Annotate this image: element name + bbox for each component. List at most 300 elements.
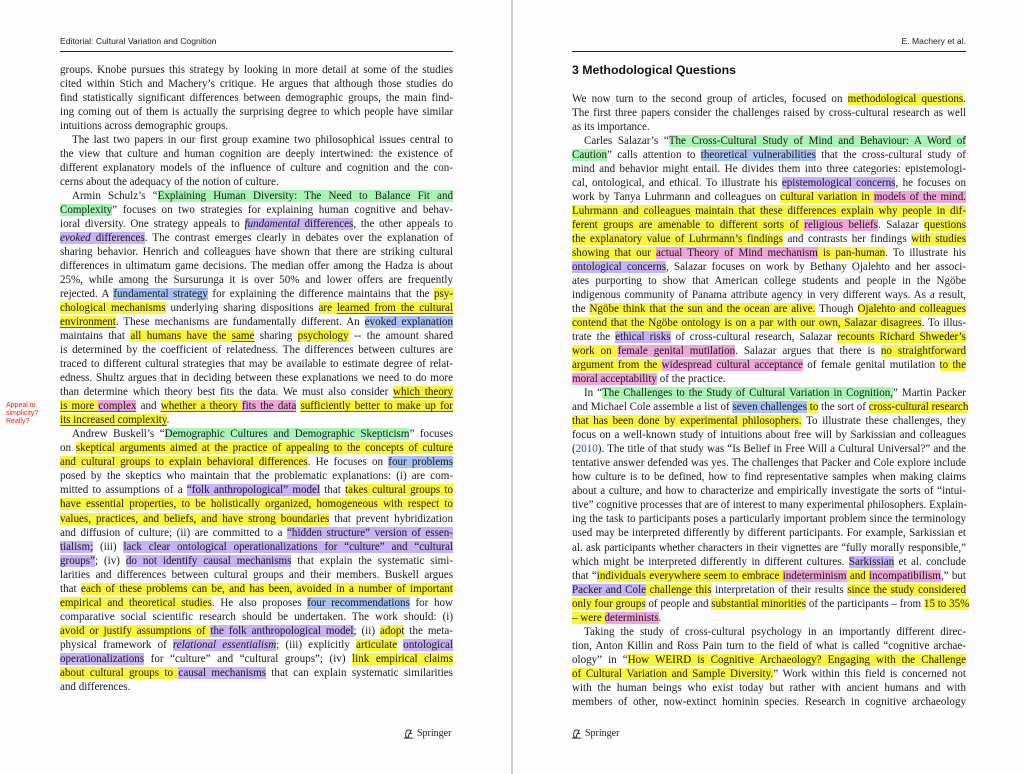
text-line [60,512,453,526]
text-run: focus on a well-known study of intuitions about free will by Sarkissian and colleagues [572,429,966,442]
header-rule-right [572,51,966,52]
text-run: than determine which theory best fits the data. We must also consider [60,386,394,399]
highlight-annotation[interactable]: questions [924,219,966,232]
highlight-annotation[interactable]: ethical risks [615,331,671,344]
highlight-annotation[interactable]: indeterminism [782,569,847,582]
highlight-annotation[interactable]: substantial minorities [711,597,807,610]
text-run: We now turn to the second group of articles, focused on [572,93,848,105]
highlight-annotation[interactable]: widespread cultural acceptance [661,359,803,372]
text-line [572,386,966,400]
text-run: for explaining the difference maintains that the [207,288,434,301]
text-line [60,217,453,231]
text-run: ” Work within this field is concerned not [773,667,966,680]
text-run: rejected. A [60,288,114,301]
highlight-annotation[interactable]: of Cultural Variation and Sample Diversity. [572,667,774,680]
text-run: The last two papers in our first group examine two philosophical issues central to [72,134,453,147]
text-line [572,414,966,428]
text-run: how culture is to be defined, how to find representative samples when making claims [572,471,966,484]
highlight-annotation[interactable]: takes cultural groups to [345,484,454,497]
highlight-annotation[interactable]: “folk anthropological” model [186,484,320,497]
text-run: . Salazar [877,219,925,232]
text-line [572,681,966,695]
highlight-annotation[interactable]: Demographic Cultures and Demographic Skepticism [164,428,410,441]
text-line [572,260,966,274]
text-line [60,91,453,105]
highlight-annotation[interactable]: the explanatory value of Luhrmann’s findings [572,233,783,246]
highlight-annotation[interactable]: Packer and Cole [572,583,647,596]
highlight-annotation[interactable]: contend that the Ngöbe ontology is on a par with our own, Salazar disagrees [572,317,922,330]
highlight-annotation[interactable]: causal mechanisms [178,666,266,679]
text-line [60,147,453,161]
highlight-annotation[interactable]: argument from the [572,359,662,372]
text-run: . The contrast emerges clearly in debates over the explanation of [144,232,453,245]
text-run: traced to different cultural strategies that may be available to estimate degree of relat- [60,358,453,371]
text-run: cal, ontological, and ethical. To illustrate his [572,177,782,190]
text-run: the [572,303,590,316]
highlight-annotation[interactable]: Ngöbe think that the sun and the ocean are alive. [589,303,816,316]
text-run: of cross-cultural research, Salazar [670,331,838,344]
highlight-annotation[interactable]: sufficiently better to make up for [300,400,453,413]
text-run: edness. Shultz argues that in deciding between these explanations we need to do more [60,372,453,385]
text-run: Armin Schulz’s “ [72,190,158,203]
springer-horse-icon [403,728,414,739]
text-run: ” focuses [409,428,454,441]
text-line [60,245,453,259]
text-run: and diffusion of culture; (ii) are committed to a [60,526,288,539]
highlight-annotation[interactable]: female genital mutilation [617,345,736,358]
text-run: In “ [584,387,603,400]
text-line [60,666,453,680]
text-run: . [658,611,662,624]
text-run: ing the task to participants poses a particularly important problem since the terminology [572,513,966,526]
text-line [572,597,970,611]
text-run: about a culture, and how to characterize and empirically investigate the sorts of “intui- [572,485,966,498]
text-line [60,343,453,357]
text-line [572,162,966,176]
text-line [572,569,966,583]
text-run: ” calls attention to [606,149,701,162]
text-run: 25%, while among the Sursurunga it is over 50% and lower offers are frequently [60,274,453,287]
highlight-annotation[interactable]: The Cross-Cultural Study of Mind and Behaviour: A Word of [668,135,966,148]
text-line [572,218,966,232]
text-run: Carles Salazar’s “ [584,135,669,148]
text-line [60,259,453,273]
text-line [60,554,453,568]
highlight-annotation[interactable]: moral acceptability [572,373,657,386]
highlight-annotation[interactable]: relational essentialism [172,638,277,651]
margin-note-line: Appeal to [6,402,36,409]
text-run: differences in ultimatum game decisions. The median offer among the Hadza is about [60,260,453,273]
text-line [60,385,453,399]
highlight-annotation[interactable]: four recommendations [307,596,410,609]
text-line [572,358,966,372]
text-run: different explanatory models of the influence of culture and cognition and the con- [60,162,453,175]
highlight-annotation[interactable]: do not identify causal mechanisms [125,554,292,567]
highlight-annotation[interactable]: Luhrmann and colleagues maintain that these differences explain why people in dif- [572,205,966,218]
text-line [572,625,966,639]
highlight-annotation[interactable]: each of these problems can be, and has been, avoided in a number of important [80,582,453,595]
text-run: ” focuses on two strategies for explaining human cognitive and behav- [112,204,453,217]
highlight-annotation[interactable]: actual Theory of Mind mechanism [656,247,818,260]
text-run: that the cross-cultural study of [815,149,966,162]
highlight-annotation[interactable]: determinists [604,611,659,624]
highlight-annotation[interactable]: are [318,302,337,315]
text-run: sharing [254,330,298,343]
highlight-annotation[interactable]: fits the data [241,400,297,413]
text-line [572,611,966,625]
highlight-annotation[interactable]: its increased complexity [60,414,167,427]
text-line [572,639,966,653]
text-line [572,400,969,414]
text-line [572,653,966,667]
highlight-annotation[interactable]: four problems [388,456,453,469]
text-run: mitted to assumptions of a [60,484,187,497]
highlight-annotation[interactable]: only four groups [572,597,646,610]
text-line [572,106,966,120]
highlight-annotation[interactable]: that has been done by experimental philosophers. [572,415,802,428]
highlight-annotation[interactable]: complex [98,400,137,413]
highlight-annotation[interactable]: psychology [297,330,349,343]
highlight-annotation[interactable]: cross-cultural research [868,401,969,414]
text-line [60,526,453,540]
text-run: . To illustrate his [885,247,966,260]
highlight-annotation[interactable]: ontological [403,638,453,651]
text-line [572,372,966,386]
text-run: . [963,93,966,105]
highlight-annotation[interactable]: fundamental strategy [113,288,208,301]
highlight-annotation[interactable]: Ojalehto and colleagues [857,303,966,316]
text-run: used may be interpreted differently by different participants. For example, Sarkissian et [572,527,966,540]
highlight-annotation[interactable]: adopt [379,624,405,637]
text-run: that prevent hybridization [329,512,453,525]
text-run: ( [572,443,576,456]
text-line [572,92,966,106]
text-line [572,274,966,288]
text-line [572,456,966,470]
text-run: tive” cognitive processes that are of interest to many experimental philosophers. Explain- [572,499,968,512]
text-line [60,455,453,469]
text-run: ; (iii) explicitly [276,638,357,651]
highlight-annotation[interactable]: ferent groups are amenable to different sorts of [572,219,805,232]
text-line [60,427,453,441]
text-run: trate the [572,331,616,344]
highlight-annotation[interactable]: to the [939,359,966,372]
highlight-annotation[interactable]: differences [90,232,145,245]
text-line [60,680,453,694]
text-run: al. ask participants whether characters in their vignettes are “fully morally responsible,” [572,541,966,554]
text-line [572,695,966,709]
text-line [572,484,966,498]
highlight-annotation[interactable]: models of the mind. [873,191,966,204]
text-run: that can explain systematic similarities [266,666,453,679]
text-line [572,204,966,218]
highlight-annotation[interactable]: 15 to 35% [923,597,970,610]
text-run: ; (iv) [94,554,126,567]
text-line [572,526,966,540]
text-run: , Salazar focuses on work by Bethany Ojalehto and her associ- [666,261,966,274]
text-line [572,232,966,246]
highlight-annotation[interactable]: operationalizations [60,652,145,665]
text-run: . To illus- [921,317,967,330]
highlight-annotation[interactable]: environment [60,316,116,329]
highlight-annotation[interactable]: The Challenges to the Study of Cultural Variation in Cognition, [602,387,894,400]
highlight-annotation[interactable]: about cultural groups to [60,666,179,679]
text-run: that “ [572,569,597,582]
highlight-annotation[interactable]: with studies [911,233,966,246]
text-run: that explain the systematic simi- [291,554,454,567]
header-rule-left [60,51,453,52]
text-line [60,203,453,217]
text-run: comparative social scientific research should be undertaken. The work should: (i) [60,610,453,623]
highlight-annotation[interactable]: work on [572,345,618,358]
text-line [572,330,966,344]
text-line [60,119,453,133]
text-run: and differences. [60,680,131,693]
text-run: . Salazar argues that there is [735,345,881,358]
text-run: The first three papers consider the challenges raised by cross-cultural research as well [572,107,966,120]
text-line [60,315,453,329]
springer-logo-text: Springer [585,728,620,739]
text-run: find statistically significant differences between demographic groups, the main find- [60,92,453,105]
text-line [572,316,966,330]
highlight-annotation[interactable]: empirical and theoretical studies [60,596,212,609]
text-run: ; (ii) [353,624,380,637]
text-line [572,442,966,456]
highlight-annotation[interactable]: the folk anthropological model [210,624,354,637]
text-run: . [166,414,170,427]
text-line [60,399,453,413]
text-line [572,512,966,526]
text-line [572,148,966,162]
margin-annotation[interactable] [6,402,54,426]
text-run: and [136,400,161,413]
text-run: maintains that [60,330,131,343]
highlight-annotation[interactable]: recounts Richard Shweder’s [837,331,966,344]
text-line [572,120,966,134]
text-run: ” Martin Packer [893,387,966,400]
text-run: which might be interpreted differently in different cultures. [572,555,849,568]
text-line [60,273,453,287]
highlight-annotation[interactable]: since the study considered [847,583,966,596]
text-line [60,77,453,91]
highlight-annotation[interactable]: ontological concerns [572,261,667,274]
highlight-annotation[interactable]: “hidden structure” version of essen- [287,526,453,539]
text-line [60,413,453,427]
highlight-annotation[interactable]: individuals everywhere seem to embrace [596,569,783,582]
springer-horse-icon [571,728,582,739]
text-run: members of other, now-extinct hominin species. Research in cognitive archaeology [572,695,966,708]
text-run: interpretation of their results [711,583,848,596]
text-run: ing coming out of them is actually the surprising degree to which people have similar [60,106,453,119]
text-run: (iii) [93,540,124,553]
text-line [60,596,453,610]
highlight-annotation[interactable]: fundamental [244,218,300,231]
text-run: for “culture” and “cultural groups”; (iv) [144,652,353,665]
highlight-annotation[interactable]: Explaining Human Diversity: The Need to Balance Fit and [157,190,454,203]
text-line [60,287,453,301]
left-page [0,0,511,774]
text-run: ioral diversity. One strategy appeals to [60,218,245,231]
text-line [572,555,966,569]
text-line [572,470,966,484]
highlight-annotation[interactable]: Sarkissian [848,555,895,568]
text-run: sharing behavior. Henrich and colleagues have shown that there are striking cultural [60,246,453,259]
text-line [572,288,966,302]
text-line [60,175,453,189]
highlight-annotation[interactable]: values, practices, and beliefs, and have strong boundaries [60,512,330,525]
highlight-annotation[interactable]: Complexity [60,204,113,217]
text-run: indigenous community of Panama attribute agency in very different ways. As a result, [572,289,966,302]
highlight-annotation[interactable]: evoked explanation [364,316,453,329]
text-line [60,105,453,119]
text-line [60,582,453,596]
text-line [60,610,453,624]
text-line [60,469,453,483]
text-run: larities and differences between cultural groups and their members. Buskell argues [60,568,453,581]
text-run: ology” in “ [572,653,628,666]
running-head-left: Editorial: Cultural Variation and Cognition [60,36,217,46]
text-line [60,231,453,245]
text-run: of female genital mutilation [802,359,940,372]
text-run: with the human beings who exist today but rather with ancient humans and with [572,681,966,694]
text-line [60,301,453,315]
text-run: of the participants – from [806,597,924,610]
text-run: underlying sharing dispositions [165,302,319,315]
text-run: . He focuses on [307,456,389,469]
text-run: physical framework of [60,638,173,651]
highlight-annotation[interactable]: showing that our [572,247,656,260]
text-line [572,190,966,204]
text-line [572,667,966,681]
text-run: intuitions across demographic groups. [60,120,229,133]
highlight-annotation[interactable]: seven challenges [732,401,807,414]
highlight-annotation[interactable]: link empirical claims [352,652,453,665]
text-line [60,441,453,455]
text-line [572,134,966,148]
highlight-annotation[interactable]: – were [572,611,605,624]
highlight-annotation[interactable]: challenge this [646,583,712,596]
text-line [572,302,966,316]
highlight-annotation[interactable]: tialism; [60,540,94,553]
margin-note-line: Really? [6,418,30,425]
highlight-annotation[interactable]: lack clear ontological operationalizations for “culture” and “cultural [123,540,453,553]
text-run: tion, Anton Killin and Ross Pain turn to the field of what is called “cognitive archae- [572,639,966,652]
left-body-text [60,63,453,694]
highlight-annotation[interactable]: no straightforward [880,345,966,358]
text-line [60,63,453,77]
text-run: as its importance. [572,121,650,134]
text-run: on [60,442,76,455]
text-run: et al. conclude [894,555,966,568]
highlight-annotation[interactable]: same [231,330,255,343]
text-run: mind and behavior might entail. He divides them into three categories: epistemologi- [572,163,966,176]
highlight-annotation[interactable]: and [846,569,870,582]
springer-logo-text: Springer [417,728,452,739]
text-line [572,344,966,358]
text-run: the view that culture and human cognition are deeply intertwined: the existence of [60,148,453,161]
text-run: , the other appeals to [353,218,453,231]
text-run: work by Tanya Luhrmann and colleagues on [572,191,781,204]
text-line [60,329,453,343]
highlight-annotation[interactable]: is more [60,400,99,413]
text-line [572,541,966,555]
text-run: Though [815,303,858,316]
text-run: ates purporting to show that American college students and people in the Ngöbe [572,275,966,288]
text-run: , he focuses on [895,177,966,190]
highlight-annotation[interactable]: psy- [433,288,454,301]
highlight-annotation[interactable]: incompatibilism [869,569,941,582]
highlight-annotation[interactable]: cultural variation in [780,191,874,204]
text-line [60,189,453,203]
text-run: ,” but [940,569,967,582]
text-line [60,371,453,385]
text-line [572,583,966,597]
highlight-annotation[interactable]: groups” [60,554,95,567]
highlight-annotation[interactable]: all humans have the [130,330,232,343]
margin-note-line: simplicity? [6,410,39,417]
highlight-annotation[interactable]: have essential properties, to be holistically organized, homogeneous with respect to [60,498,453,511]
text-run: Andrew Buskell’s “ [72,428,165,441]
text-line [60,624,453,638]
highlight-annotation[interactable]: chological mechanisms [60,302,166,315]
text-run: To illustrate these challenges, they [801,415,966,428]
highlight-annotation[interactable]: learned from the cultural [336,302,453,315]
section-title: 3 Methodological Questions [572,63,736,77]
text-run: . He also proposes [211,596,308,609]
text-line [572,428,966,442]
text-run: -- the amount shared [348,330,454,343]
highlight-annotation[interactable]: differences [299,218,354,231]
highlight-annotation[interactable]: religious beliefs [804,219,878,232]
highlight-annotation[interactable]: Caution [572,149,607,162]
highlight-annotation[interactable]: theoretical vulnerabilities [700,149,816,162]
text-run: that [320,484,346,497]
text-run: cited within Stich and Machery’s critique. He argues that although those studies do [60,78,453,91]
highlight-annotation[interactable]: and cultural groups to explain behavioral differences [60,456,308,469]
highlight-annotation[interactable]: is pan-human [817,247,886,260]
highlight-annotation[interactable]: How WEIRD is Cognitive Archaeology? Engaging with the Challenge [627,653,966,666]
highlight-annotation[interactable]: epistemological concerns [781,177,896,190]
text-line [572,498,966,512]
text-run: of people and [645,597,712,610]
citation-link[interactable]: 2010 [575,443,598,456]
text-run: the sort of [818,401,869,414]
highlight-annotation[interactable]: evoked [60,232,91,245]
springer-footer-left [403,728,451,739]
highlight-annotation[interactable]: to [807,401,819,414]
highlight-annotation[interactable]: skeptical arguments aimed at the practice of appealing to the concepts of culture [75,442,453,455]
text-run: posed by the skeptics who maintain that the problematic explanations: (i) are com- [60,470,453,483]
text-line [60,638,453,652]
text-line [60,568,453,582]
highlight-annotation[interactable]: methodological questions [847,93,964,105]
text-run: the meta- [404,624,453,637]
text-run: is determined by the coefficient of relatedness. The differences between cultures are [60,344,453,357]
text-line [60,357,453,371]
highlight-annotation[interactable]: which theory [393,386,453,399]
text-run: . These mechanisms are fundamentally different. An [115,316,365,329]
highlight-annotation[interactable]: avoid or justify assumptions of [60,624,211,637]
text-line [60,652,453,666]
text-run: ). The title of that study was “Is Belief in Free Will a Cultural Universal?” and the [597,443,966,456]
text-run: tentative answer defended was yes. The challenges that Packer and Cole explore include [572,457,966,470]
text-line [60,497,453,511]
highlight-annotation[interactable]: articulate [356,638,398,651]
text-run: cerns about the adequacy of the notion of culture. [60,176,279,189]
highlight-annotation[interactable]: whether a theory [160,400,242,413]
right-body-text [572,92,970,709]
text-run: groups. Knobe pursues this strategy by looking in more detail at some of the studies [60,64,453,76]
